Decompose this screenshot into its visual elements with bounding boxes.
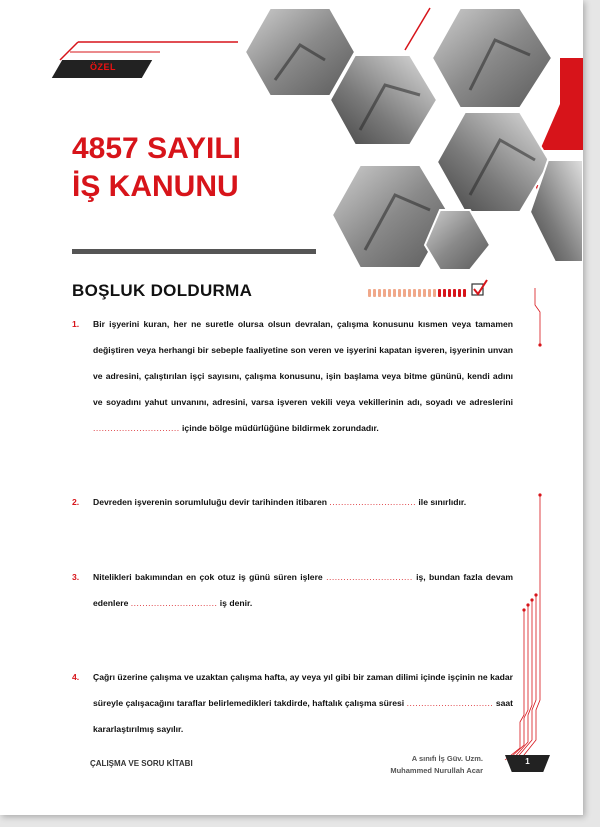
category-badge-label: ÖZEL [90, 62, 116, 72]
fill-blank[interactable]: .............................. [93, 423, 180, 433]
red-accent-shape-top [540, 58, 583, 150]
hexagon-photo-4 [437, 112, 550, 212]
footer-book-title: ÇALIŞMA VE SORU KİTABI [90, 759, 193, 768]
circuit-dots [522, 343, 541, 611]
fill-blank[interactable]: .............................. [406, 698, 494, 708]
footer-author-title: A sınıfı İş Güv. Uzm. [411, 754, 483, 763]
fill-blank[interactable]: .............................. [326, 572, 413, 582]
page-title [72, 130, 241, 206]
badge-red-line-diag [60, 42, 78, 60]
question-text: Nitelikleri bakımından en çok otuz iş günü süren işlere .............................. iş, bundan fazla devam edenlere .............................. iş denir. [93, 572, 514, 608]
question-item [72, 311, 513, 441]
question-item [72, 489, 513, 515]
hexagon-photo-3 [432, 8, 552, 108]
question-number: 4. [72, 672, 80, 682]
section-heading: BOŞLUK DOLDURMA [72, 281, 253, 300]
fill-blank[interactable]: .............................. [130, 598, 218, 608]
page-number: 1 [525, 757, 530, 766]
question-text: Çağrı üzerine çalışma ve uzaktan çalışma hafta, ay veya yıl gibi bir zaman dilimi içinde işçinin ne kadar süreyle çalışacağını taraflar belirlemedikleri takdirde, haftalık çalışma süresi .............................. saat kararlaştırılmış sayılır. [93, 672, 514, 734]
question-text: Devreden işverenin sorumluluğu devir tarihinden itibaren .............................. ile sınırlıdır. [93, 497, 467, 507]
question-number: 3. [72, 572, 80, 582]
question-text: Bir işyerini kuran, her ne suretle olursa olsun devralan, çalışma konusunu kısmen veya tamamen değiştiren veya herhangi bir sebeple faaliyetine son veren ve işyerini kapatan işveren, işyerinin unvan ve adresini, çalıştırılan işçi sayısını, çalışma konusunu, işin başlama veya bitme gününü, kendi adını ve soyadını yahut unvanını, adresini, varsa işveren vekili veya vekillerinin adı, soyadı ve adreslerini .............................. içinde bölge müdürlüğüne bildirmek zorundadır. [93, 319, 513, 433]
progress-people-icon [368, 280, 487, 297]
footer-author [340, 753, 483, 777]
page-title-line1: 4857 SAYILI [72, 132, 241, 165]
page-title-line2: İŞ KANUNU [72, 170, 239, 203]
question-number: 2. [72, 497, 80, 507]
question-item [72, 564, 513, 616]
title-divider [72, 249, 316, 254]
question-item [72, 664, 513, 742]
fill-blank[interactable]: .............................. [329, 497, 417, 507]
question-number: 1. [72, 319, 80, 329]
red-diagonal-line [405, 8, 430, 50]
footer-author-name: Muhammed Nurullah Acar [390, 766, 483, 775]
